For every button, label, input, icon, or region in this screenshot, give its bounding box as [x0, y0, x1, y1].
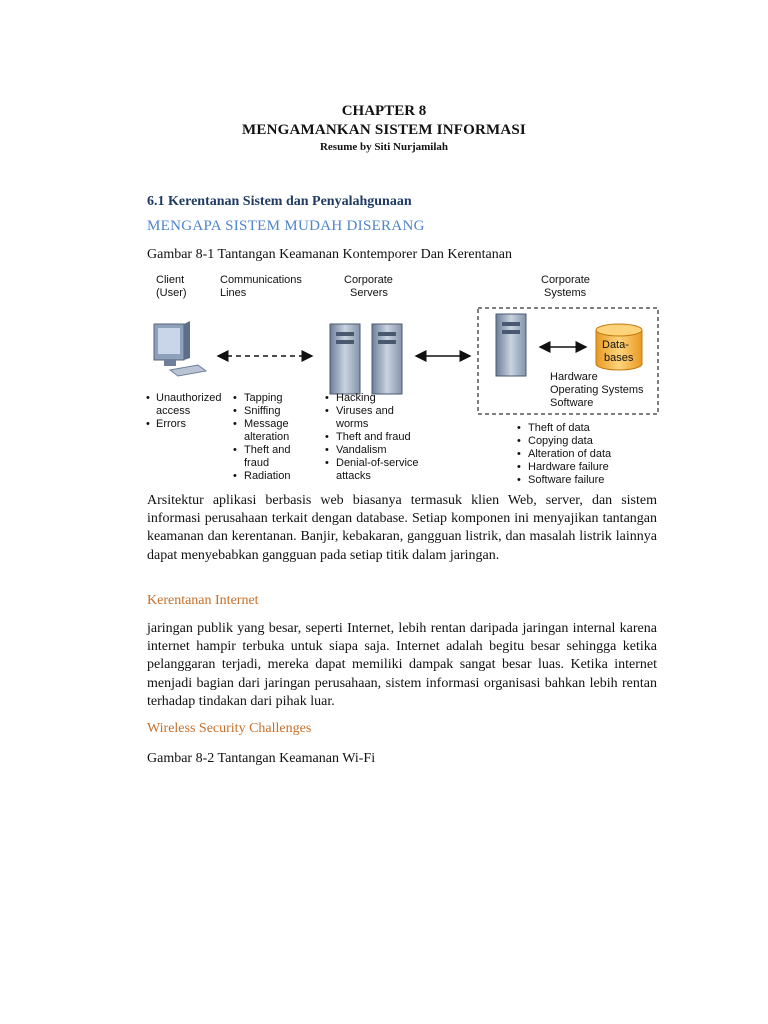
svg-text:•: • [325, 457, 329, 469]
svg-text:•: • [146, 392, 150, 404]
security-vulnerabilities-diagram [140, 268, 665, 486]
author-line: Resume by Siti Nurjamilah [319, 141, 449, 153]
wireless-heading: Wireless Security Challenges [147, 721, 312, 736]
server-threat: Vandalism [336, 444, 387, 456]
systems-heading-1: Corporate [541, 274, 590, 286]
server-threats-list [325, 392, 419, 482]
svg-text:•: • [325, 405, 329, 417]
system-threat: Copying data [528, 435, 593, 447]
svg-text:•: • [233, 444, 237, 456]
system-threat: Theft of data [528, 422, 590, 434]
system-threat: Software failure [528, 474, 605, 486]
line-threat: Message [244, 418, 289, 430]
svg-text:•: • [325, 431, 329, 443]
server-threat: Denial-of-service [336, 457, 419, 469]
system-threat: Alteration of data [528, 448, 612, 460]
svg-text:•: • [325, 444, 329, 456]
section-subheading: MENGAPA SISTEM MUDAH DISERANG [147, 218, 425, 234]
system-component-3: Software [550, 397, 594, 409]
client-heading-1: Client [156, 274, 185, 286]
line-threat: Radiation [244, 470, 291, 482]
svg-text:•: • [233, 392, 237, 404]
line-threat: Sniffing [244, 405, 281, 417]
svg-text:•: • [233, 470, 237, 482]
paragraph-architecture: Arsitektur aplikasi berbasis web biasanya termasuk klien Web, server, dan sistem informasi perusahaan terkait dengan database. Setiap komponen ini menyajikan tantangan keamanan dan kerentanan. Banjir, kebakaran, gangguan listrik, dan masalah listrik lainnya dapat menyebabkan gangguan pada setiap titik dalam jaringan. [147, 493, 657, 563]
system-component-2: Operating Systems [550, 384, 644, 396]
line-threat: Tapping [244, 392, 283, 404]
client-computer-icon [154, 321, 206, 376]
servers-heading-2: Servers [350, 287, 388, 299]
line-threat: fraud [244, 457, 270, 469]
client-threat: access [156, 405, 191, 417]
svg-text:•: • [517, 474, 521, 486]
systems-heading-2: Systems [544, 287, 587, 299]
svg-text:•: • [325, 392, 329, 404]
client-threats-list [146, 392, 221, 430]
server-threat: attacks [336, 470, 371, 482]
client-threat: Unauthorized [156, 392, 222, 404]
lines-heading-2: Lines [220, 287, 247, 299]
internet-heading: Kerentanan Internet [147, 593, 259, 608]
svg-text:•: • [233, 405, 237, 417]
corporate-servers-icon [330, 324, 402, 394]
servers-heading-1: Corporate [344, 274, 393, 286]
system-threat: Hardware failure [528, 461, 609, 473]
client-heading-2: (User) [156, 287, 187, 299]
server-threat: worms [336, 418, 369, 430]
svg-text:•: • [517, 435, 521, 447]
line-threat: alteration [244, 431, 290, 443]
svg-text:•: • [517, 461, 521, 473]
svg-text:•: • [517, 448, 521, 460]
paragraph-internet: jaringan publik yang besar, seperti Internet, lebih rentan daripada jaringan internal karena internet hampir terbuka untuk siapa saja. Internet adalah begitu besar sehingga ketika pelanggaran terjadi, mereka dapat memiliki dampak sangat besar luas. Ketika internet menjadi bagian dari jaringan perusahaan, sistem informasi organisasi bahkan lebih rentan terhadap tindakan dari pihak luar. [147, 621, 657, 709]
system-threats-list [517, 422, 612, 486]
line-threats-list [233, 392, 290, 482]
chapter-title: MENGAMANKAN SISTEM INFORMASI [242, 122, 526, 138]
lines-heading-1: Communications [220, 274, 302, 286]
chapter-number: CHAPTER 8 [341, 103, 427, 119]
svg-text:•: • [233, 418, 237, 430]
client-threat: Errors [156, 418, 186, 430]
database-icon [596, 324, 642, 370]
server-threat: Theft and fraud [336, 431, 411, 443]
corporate-system-server-icon [496, 314, 526, 376]
server-threat: Viruses and [336, 405, 394, 417]
svg-text:•: • [146, 418, 150, 430]
figure2-caption: Gambar 8-2 Tantangan Keamanan Wi-Fi [147, 751, 376, 766]
server-threat: Hacking [336, 392, 376, 404]
line-threat: Theft and [244, 444, 291, 456]
system-component-1: Hardware [550, 371, 598, 383]
svg-text:•: • [517, 422, 521, 434]
section-heading: 6.1 Kerentanan Sistem dan Penyalahgunaan [147, 194, 412, 209]
database-label-1: Data- [602, 339, 629, 351]
figure1-caption: Gambar 8-1 Tantangan Keamanan Kontemporer Dan Kerentanan [147, 247, 512, 262]
database-label-2: bases [604, 352, 634, 364]
